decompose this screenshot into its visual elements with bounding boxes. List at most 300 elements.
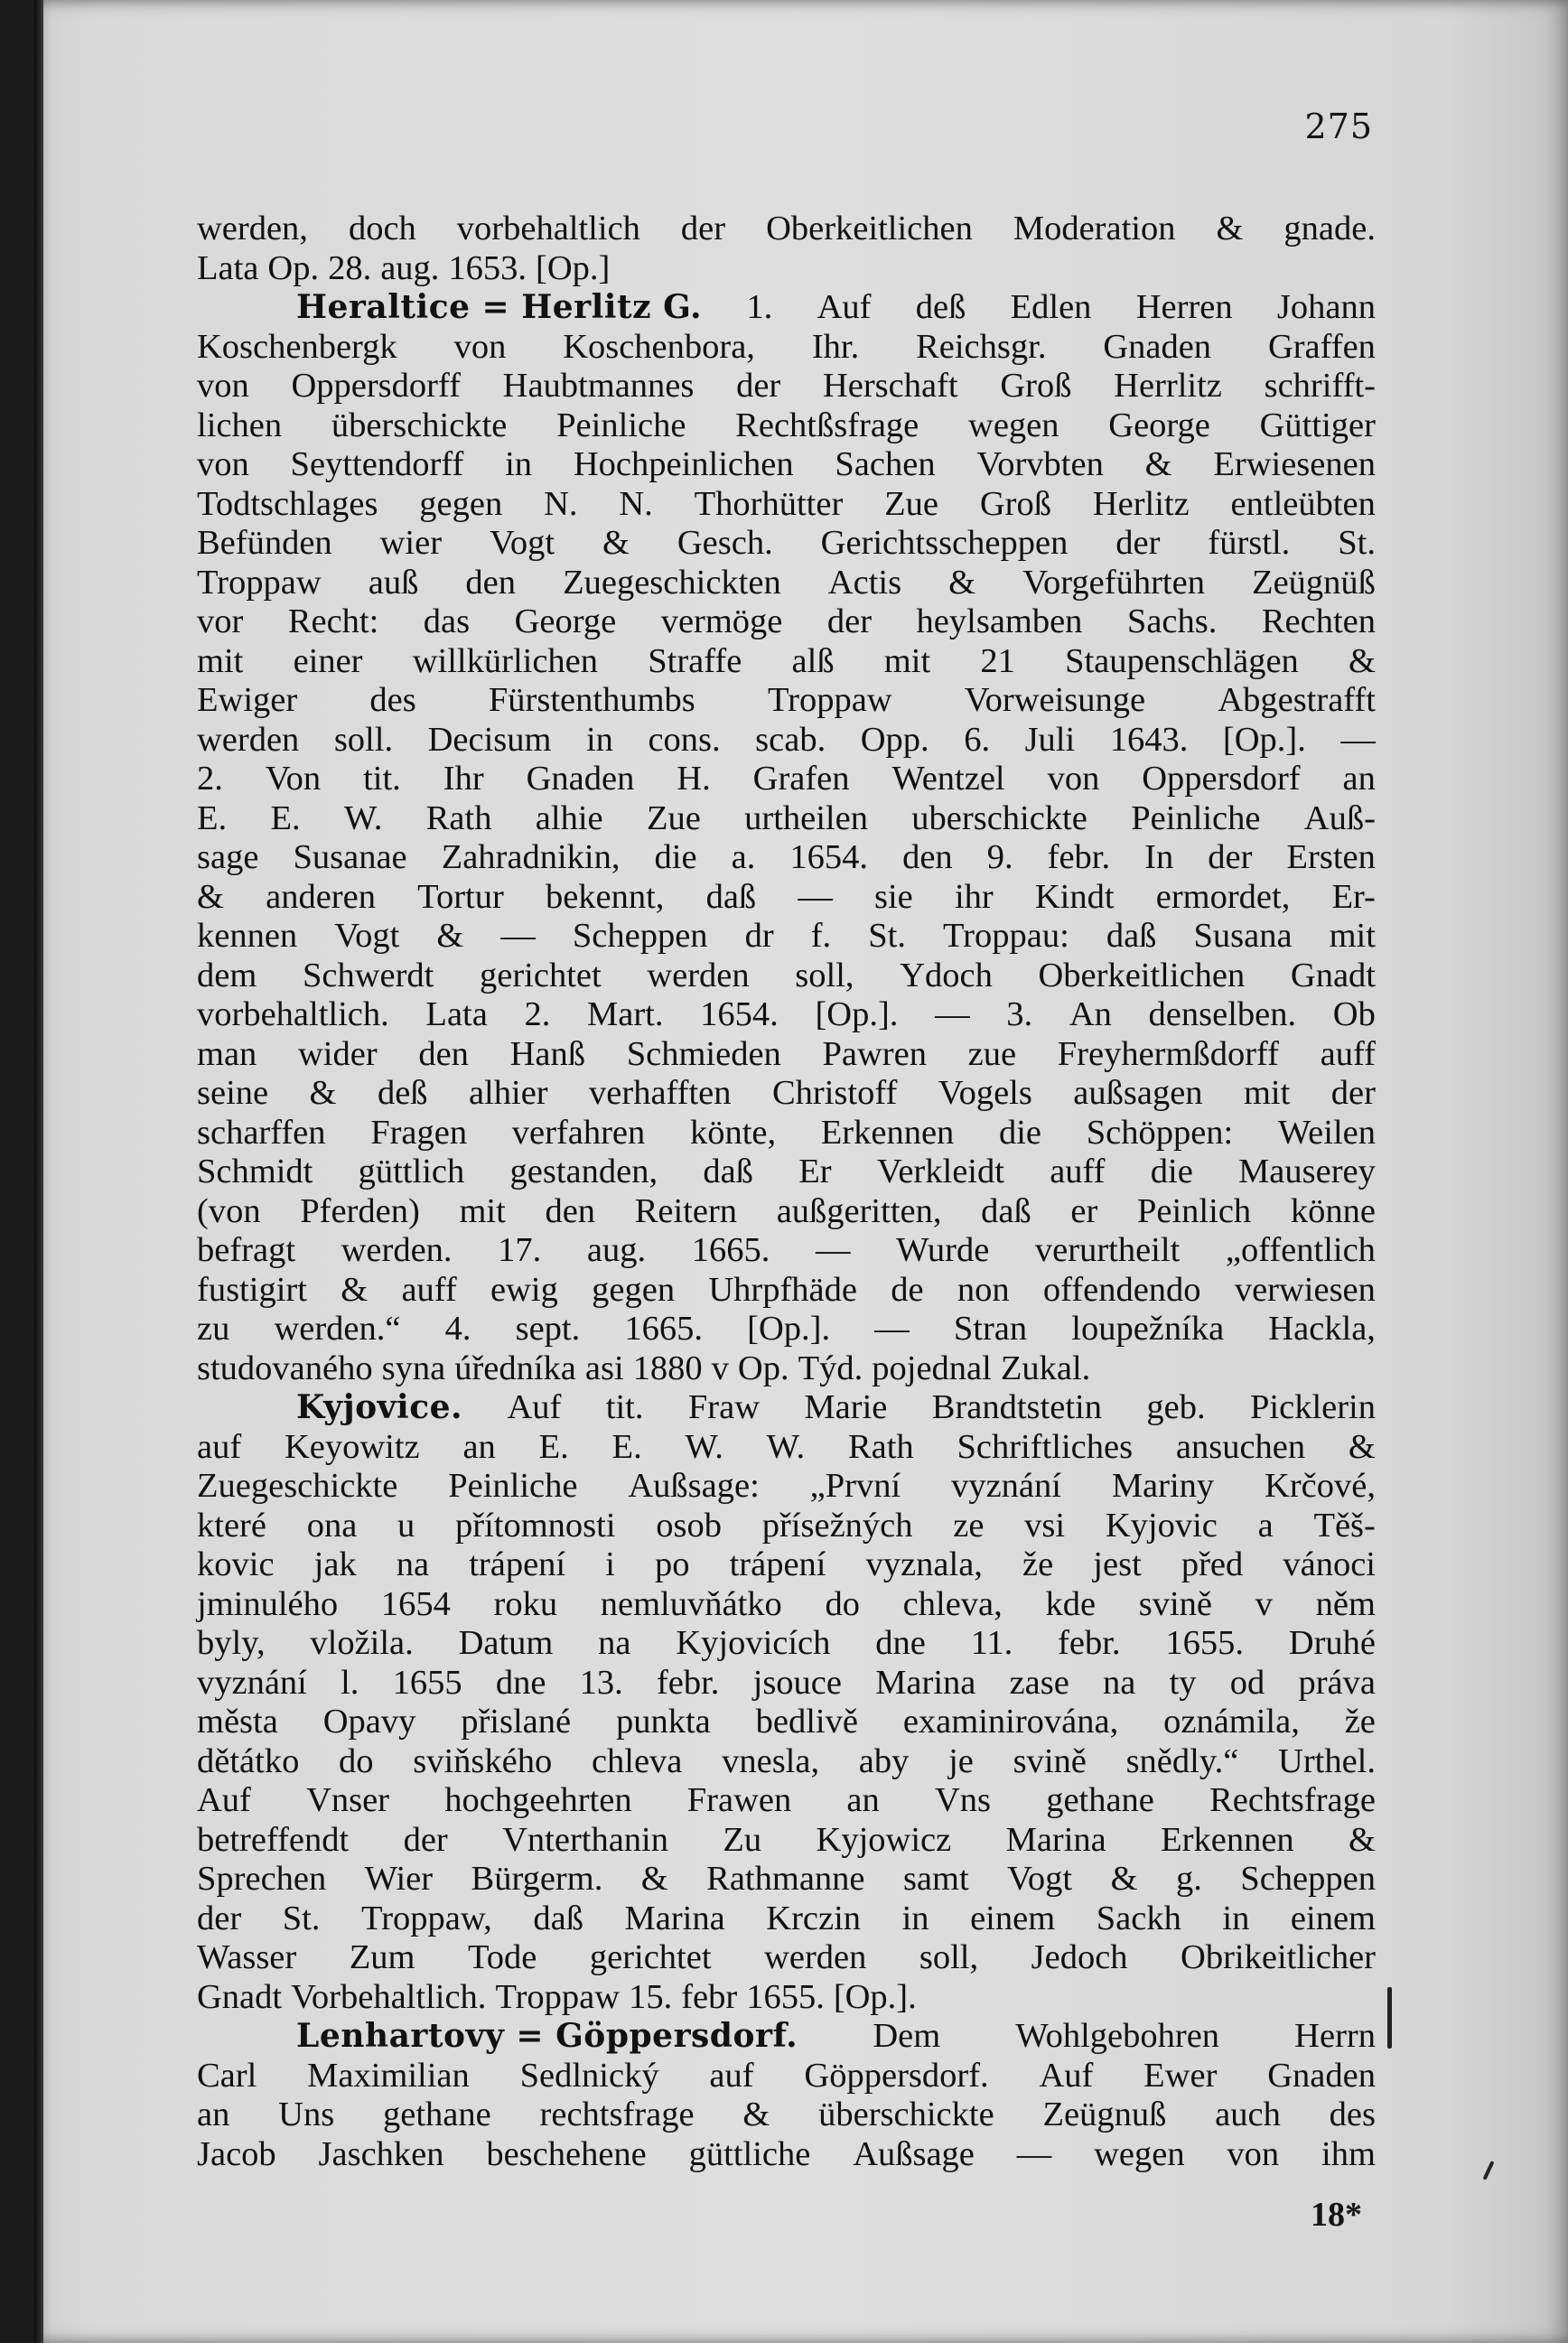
word: Rathmanne [706, 1860, 865, 1898]
word: loupežníka [1071, 1310, 1225, 1348]
word: dne [875, 1624, 926, 1662]
word: Außsage: [628, 1467, 760, 1505]
word: ze [953, 1506, 985, 1545]
word: Kyjovic [1105, 1506, 1218, 1545]
word: v [711, 1349, 729, 1387]
word: wegen [968, 406, 1059, 444]
word: Dem [873, 2017, 941, 2055]
word: Maximilian [307, 2056, 470, 2095]
word: & [1110, 1860, 1138, 1898]
word: Vnterthanin [502, 1820, 668, 1859]
word: vorbehaltlich. [197, 995, 389, 1033]
text-line [197, 328, 1376, 368]
word: před [1181, 1545, 1244, 1583]
word: in [901, 1899, 929, 1937]
word: Urthel. [1278, 1741, 1376, 1780]
word: Hochpeinlichen [573, 445, 794, 483]
word: Moderation [1013, 210, 1176, 247]
word: Haubtmannes [502, 367, 695, 405]
word: deß [377, 1074, 428, 1112]
word: Ewer [1143, 2056, 1218, 2095]
word: že [1344, 1703, 1376, 1741]
word: 1654. [700, 995, 779, 1033]
word: chleva, [902, 1584, 1003, 1623]
word: febr. [656, 1663, 720, 1702]
text-line [197, 1585, 1376, 1625]
word: Oppersdorff [291, 367, 461, 405]
word: do [825, 1584, 860, 1623]
word: geb. [1146, 1388, 1206, 1426]
word: alhie [535, 798, 603, 837]
word: samt [902, 1860, 969, 1898]
word: zase [1009, 1663, 1069, 1702]
word: Krczin [766, 1899, 862, 1937]
word: dr [744, 917, 774, 955]
word: Auf [817, 288, 872, 326]
word: W. [343, 798, 383, 837]
word: Edlen [1010, 288, 1092, 326]
word: verfahren [511, 1113, 646, 1152]
text-line [197, 288, 1376, 328]
word: vsi [1024, 1506, 1066, 1545]
word: Ob [1332, 995, 1376, 1033]
word: Ewiger [197, 681, 298, 719]
word: — [935, 995, 970, 1033]
word: verhafften [589, 1074, 732, 1112]
word: H. [677, 760, 711, 798]
word: aug. [380, 248, 440, 287]
word: zue [967, 1034, 1017, 1073]
text-line [197, 1507, 1376, 1546]
word: E. [270, 798, 301, 837]
text-line [197, 406, 1376, 446]
word: doch [348, 210, 416, 247]
word: aug. [586, 1231, 647, 1269]
word: Vogt [489, 524, 555, 562]
word: Susanae [293, 838, 407, 876]
word: 2. [524, 995, 551, 1033]
word: Juli [1024, 720, 1076, 759]
text-line [197, 681, 1376, 721]
word: daß [1106, 917, 1157, 955]
word: bekennt, [545, 877, 665, 916]
word: ermordet, [1155, 877, 1291, 916]
word: Jedoch [1031, 1938, 1128, 1976]
word: des [1329, 2096, 1376, 2133]
word: 1654. [789, 838, 869, 876]
word: Straffe [648, 641, 742, 680]
word: Erwiesenen [1213, 445, 1376, 483]
word: betreffendt [197, 1820, 350, 1859]
word: Ihr [443, 760, 484, 798]
word: In [1144, 838, 1174, 876]
word: & [1216, 210, 1244, 247]
word: Kindt [1034, 877, 1115, 916]
word: Fürstenthumbs [488, 681, 695, 719]
word: werden.“ [274, 1310, 401, 1348]
word: tit. [363, 760, 401, 798]
text-line [197, 1742, 1376, 1782]
word: jminulého [197, 1584, 339, 1623]
text-line [197, 1545, 1376, 1585]
word: na [1103, 1663, 1136, 1702]
text-line [197, 1938, 1376, 1978]
word: Picklerin [1250, 1388, 1376, 1426]
word: Zu [723, 1820, 762, 1859]
word: u [397, 1506, 415, 1545]
word: Rath [425, 798, 492, 837]
word: snědly.“ [1125, 1741, 1239, 1780]
word: febr [681, 1977, 738, 2016]
word: Wentzel [891, 760, 1005, 798]
word: kovic [197, 1545, 275, 1583]
word: Herren [1135, 288, 1233, 326]
word: aby [858, 1741, 910, 1780]
scanned-page [34, 0, 1568, 2343]
word: der [1115, 524, 1161, 562]
word: trápení [729, 1545, 826, 1583]
word: Freyhermßdorff [1057, 1034, 1279, 1073]
word: auff [401, 1270, 457, 1309]
word: seine [197, 1074, 269, 1112]
word: Oberkeitlichen [766, 210, 973, 247]
word: Rechtsfrage [1209, 1781, 1376, 1819]
word: Graffen [1267, 327, 1376, 366]
word: Kyjovicích [676, 1624, 831, 1662]
word: dětátko [197, 1741, 300, 1780]
text-line [197, 799, 1376, 839]
signature-mark: 18* [1311, 2196, 1362, 2234]
word: scharffen [197, 1113, 326, 1152]
text-line [197, 524, 1376, 564]
word: a [1257, 1506, 1274, 1545]
word: cons. [648, 720, 721, 759]
word: ty [1169, 1663, 1197, 1702]
word: das [423, 602, 471, 640]
word: vermöge [660, 602, 783, 640]
word: Susana [1193, 917, 1293, 955]
word: Auf [507, 1388, 562, 1426]
word: Auf [197, 1781, 251, 1819]
word: febr. [1058, 1624, 1121, 1662]
word: osob [656, 1506, 723, 1545]
word: Koschenbora, [563, 327, 755, 366]
word: die [1150, 1153, 1193, 1190]
word: „offentlich [1225, 1231, 1376, 1269]
word: werden, [197, 210, 308, 247]
word: Abgestrafft [1218, 681, 1376, 719]
word: Groß [1000, 367, 1072, 405]
word: 9. [986, 838, 1013, 876]
text-line [197, 249, 1376, 289]
word: Marina [1005, 1820, 1106, 1859]
word: soll, [919, 1938, 979, 1976]
word: Těš- [1313, 1506, 1376, 1545]
word: 1665. [624, 1310, 704, 1348]
word: An [1069, 995, 1112, 1033]
word: přítomnosti [455, 1506, 616, 1545]
word: an [462, 1427, 496, 1466]
word: entleübten [1230, 484, 1376, 523]
word: der [826, 602, 873, 640]
word: Schriftliches [957, 1427, 1134, 1466]
word: gegen [592, 1270, 676, 1309]
word: 1655. [746, 1977, 825, 2016]
word: soll. [333, 720, 394, 759]
word: 11. [970, 1624, 1013, 1662]
word: jsouce [752, 1663, 842, 1702]
word: Vogt [334, 917, 400, 955]
word: Gerichtsscheppen [820, 524, 1069, 562]
word: & [1349, 1820, 1376, 1859]
word: mit [459, 1191, 506, 1230]
margin-mark [1483, 2161, 1495, 2180]
word: der [1330, 1074, 1376, 1112]
word: Mart. [587, 995, 664, 1033]
word: Vorbehaltlich. [291, 1977, 487, 2016]
word: úředníka [454, 1349, 576, 1387]
word: den [902, 838, 953, 876]
word: Rechtßsfrage [735, 406, 919, 444]
word: der [403, 1820, 448, 1859]
word: Pawren [822, 1034, 927, 1073]
word: od [1229, 1663, 1265, 1702]
word: Frawen [686, 1781, 792, 1819]
word: soll, [795, 956, 854, 994]
word: vyznala, [865, 1545, 983, 1583]
word: Ersten [1286, 838, 1376, 876]
word: werden [764, 1938, 867, 1976]
word: Týd. [798, 1349, 863, 1387]
text-line [197, 1153, 1376, 1192]
word: in [585, 720, 613, 759]
text-line [197, 1114, 1376, 1153]
text-line [197, 995, 1376, 1035]
word: ona [306, 1506, 358, 1545]
text-line [197, 1388, 1376, 1428]
word: svině [1013, 1741, 1087, 1780]
word: Opp. [860, 720, 929, 759]
text-line [197, 1900, 1376, 1939]
word: & [1349, 641, 1376, 680]
text-line [197, 367, 1376, 406]
word: Vorvbten [976, 445, 1104, 483]
word: in [1222, 1899, 1250, 1937]
word: Jaschken [318, 2134, 444, 2173]
word: auß [368, 563, 419, 602]
word: werden [197, 720, 300, 759]
word: přísežných [761, 1506, 913, 1545]
word: Fragen [370, 1113, 468, 1152]
word: güttliche [688, 2134, 811, 2173]
word: Erkennen [1161, 1820, 1294, 1859]
word: 1654 [380, 1584, 451, 1623]
word: fürstl. [1208, 524, 1291, 562]
word: a. [731, 838, 756, 876]
word: kennen [197, 917, 298, 955]
word: E. [197, 798, 228, 837]
word: studovaného [197, 1349, 373, 1387]
word: [Op.]. [747, 1310, 831, 1348]
text-line [197, 760, 1376, 799]
word: offendendo [1042, 1270, 1201, 1309]
word: Gnaden [1103, 327, 1212, 366]
word: alß [791, 641, 835, 680]
text-line [197, 1821, 1376, 1861]
word: roku [493, 1584, 558, 1623]
word: & [640, 1860, 668, 1898]
word: Op. [737, 1349, 789, 1387]
word: daß [703, 1153, 753, 1190]
word: Gnaden [526, 760, 635, 798]
body-text [197, 210, 1376, 2174]
word: Troppaw, [361, 1899, 492, 1937]
word: Opavy [322, 1703, 416, 1741]
word: Befünden [197, 524, 332, 562]
text-line [197, 1978, 1376, 2018]
word: gnade. [1283, 210, 1376, 247]
word: & [948, 563, 976, 602]
word: Rath [847, 1427, 914, 1466]
word: přislané [461, 1703, 572, 1741]
word: Schöppen: [1086, 1113, 1234, 1152]
word: — [1340, 720, 1376, 759]
word: Zuegeschickten [563, 563, 781, 602]
word: auff [1050, 1153, 1106, 1190]
word: gerichtet [480, 956, 602, 994]
word: einem [1290, 1899, 1376, 1937]
word: gerichtet [589, 1938, 712, 1976]
margin-mark [1387, 1987, 1392, 2049]
word: Zukal. [1000, 1349, 1091, 1387]
word: Zahradnikin, [441, 838, 621, 876]
word: 15. [629, 1977, 673, 2016]
text-line [197, 2096, 1376, 2135]
word: Pferden) [300, 1191, 420, 1230]
word: befragt [197, 1231, 296, 1269]
word: Troppaw [197, 563, 322, 602]
word: Fraw [687, 1388, 761, 1426]
word: Weilen [1277, 1113, 1376, 1152]
word: Herlitz [1092, 484, 1190, 523]
word: der [1208, 838, 1253, 876]
word: Kyjowicz [816, 1820, 952, 1859]
word: E. [611, 1427, 642, 1466]
word: Troppaw [495, 1977, 621, 2016]
word: [Op.] [536, 248, 611, 287]
word: Reitern [634, 1191, 738, 1230]
word: N. [619, 484, 653, 523]
word: alhier [468, 1074, 548, 1112]
word: Uhrpfhäde [708, 1270, 857, 1309]
word: vyznání [951, 1467, 1061, 1505]
word: der [197, 1899, 242, 1937]
word: güttlich [358, 1153, 465, 1190]
word: fustigirt [197, 1270, 307, 1309]
word: überschickte [818, 2096, 994, 2133]
word: Herrlitz [1114, 367, 1222, 405]
word: auch [1215, 2096, 1281, 2133]
word: den [465, 563, 517, 602]
word: Verkleidt [876, 1153, 1004, 1190]
text-line [197, 642, 1376, 682]
word: an [846, 1781, 880, 1819]
word: Peinliche [556, 406, 686, 444]
word: Recht: [287, 602, 379, 640]
word: 1653. [448, 248, 527, 287]
page-number: 275 [1304, 107, 1373, 146]
word: vnesla, [722, 1741, 820, 1780]
word: Vns [934, 1781, 991, 1819]
word: 1655 [392, 1663, 462, 1702]
word: W. [766, 1427, 806, 1466]
word: gethane [383, 2096, 491, 2133]
text-line [197, 917, 1376, 957]
word: einem [970, 1899, 1056, 1937]
word: trápení [469, 1545, 566, 1583]
word: 28. [328, 248, 372, 287]
word: Carl [197, 2056, 257, 2095]
word: werden [647, 956, 750, 994]
word: wider [297, 1034, 378, 1073]
word: E. [538, 1427, 569, 1466]
word: Auß- [1303, 798, 1376, 837]
word: vorbehaltlich [456, 210, 640, 247]
word: [Op.]. [815, 995, 899, 1033]
word: Todtschlages [197, 484, 378, 523]
text-line [197, 1035, 1376, 1075]
word: Vnser [306, 1781, 390, 1819]
word: 2. [197, 760, 223, 798]
word: Zeügnuß [1042, 2096, 1167, 2133]
text-line [197, 957, 1376, 996]
word: Keyowitz [284, 1427, 420, 1466]
text-line [197, 1428, 1376, 1468]
word: der [736, 367, 781, 405]
word: 6. [964, 720, 991, 759]
word: že [1022, 1545, 1054, 1583]
word: Herschaft [822, 367, 958, 405]
word: rechtsfrage [539, 2096, 695, 2133]
word: des [369, 681, 416, 719]
text-line [197, 1192, 1376, 1232]
word: Sackh [1096, 1899, 1181, 1937]
word: Vogels [938, 1074, 1032, 1112]
word: Scheppen [1240, 1860, 1376, 1898]
text-line [197, 1271, 1376, 1311]
word: sage [197, 838, 259, 876]
word: Hackla, [1268, 1310, 1376, 1348]
word: Krčové, [1265, 1467, 1376, 1505]
word: febr. [1047, 838, 1111, 876]
word: Thorhütter [694, 484, 844, 523]
word: je [948, 1741, 974, 1780]
text-line [197, 210, 1376, 249]
word: jak [313, 1545, 357, 1583]
word: Güttiger [1259, 406, 1376, 444]
word: Auf [1039, 2056, 1094, 2095]
word: Peinliche [448, 1467, 578, 1505]
word: non [957, 1270, 1010, 1309]
word: er [1070, 1191, 1098, 1230]
word: de [891, 1270, 924, 1309]
word: Reichsgr. [916, 327, 1047, 366]
word: der [680, 210, 726, 247]
word: Schmieden [626, 1034, 781, 1073]
word: Marie [804, 1388, 888, 1426]
word: uberschickte [911, 798, 1087, 837]
word: svině [1138, 1584, 1213, 1623]
